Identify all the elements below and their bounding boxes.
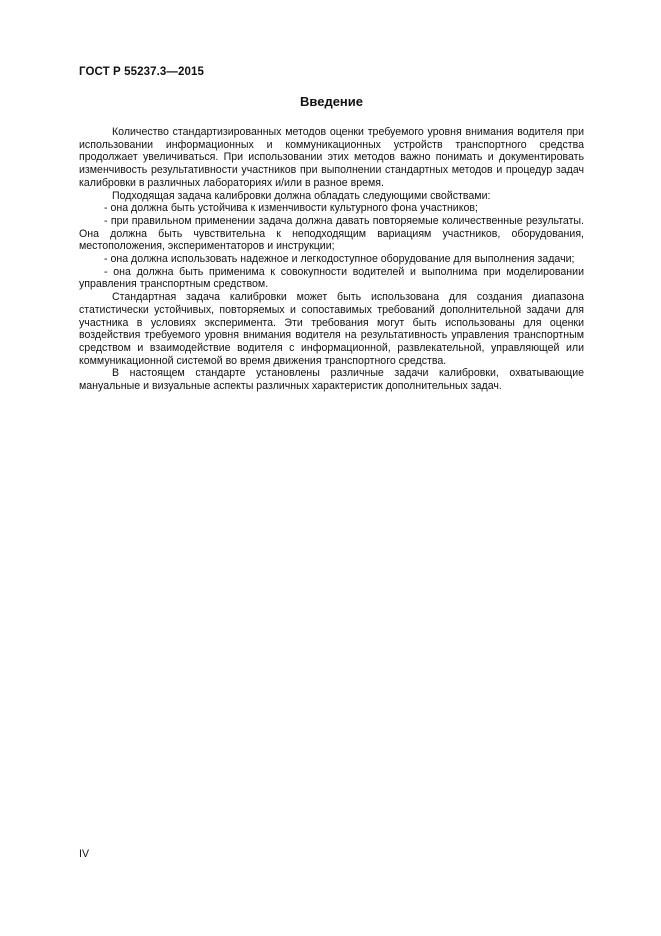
introduction-body	[79, 126, 584, 393]
list-item-driver-applicability: - она должна быть применима к совокупности водителей и выполнима при моделировании управления транспортным средством.	[79, 265, 584, 291]
paragraph-standard-task: Стандартная задача калибровки может быть использована для создания диапазона статистически устойчивых, повторяемых и сопоставимых требований дополнительной задачи для участника в условиях эксперимента. Эти требования могут быть использованы для оценки воздействия требуемого уровня внимания водителя на результативность управления транспортным средством и взаимодействие водителя с информационной, развлекательной, управляющей или коммуникационной системой во время движения транспортного средства.	[79, 291, 584, 367]
paragraph-intro: Количество стандартизированных методов оценки требуемого уровня внимания водителя при использовании информационных и коммуникационных устройств транспортного средства продолжает увеличиваться. При использовании этих методов важно понимать и документировать изменчивость результативности участников при выполнении стандартных методов и процедур задач калибровки в различных лабораториях и/или в разное время.	[79, 126, 584, 189]
standard-id-header: ГОСТ Р 55237.3—2015	[79, 66, 204, 78]
list-item-reliable-equipment: - она должна использовать надежное и легкодоступное оборудование для выполнения задачи;	[104, 253, 575, 266]
paragraph-scope: В настоящем стандарте установлены различные задачи калибровки, охватывающие мануальные и визуальные аспекты различных характеристик дополнительных задач.	[79, 367, 584, 393]
list-item-cultural-stability: - она должна быть устойчива к изменчивости культурного фона участников;	[104, 202, 478, 215]
page-number: IV	[79, 848, 90, 860]
paragraph-properties-lead: Подходящая задача калибровки должна обладать следующими свойствами:	[112, 189, 491, 202]
list-item-repeatable-results: - при правильном применении задача должна давать повторяемые количественные результаты. Она должна быть чувствительна к неподходящим вариациям участников, оборудования, местоположения, экспериментаторов и инструкции;	[79, 214, 584, 253]
section-title: Введение	[300, 94, 363, 109]
